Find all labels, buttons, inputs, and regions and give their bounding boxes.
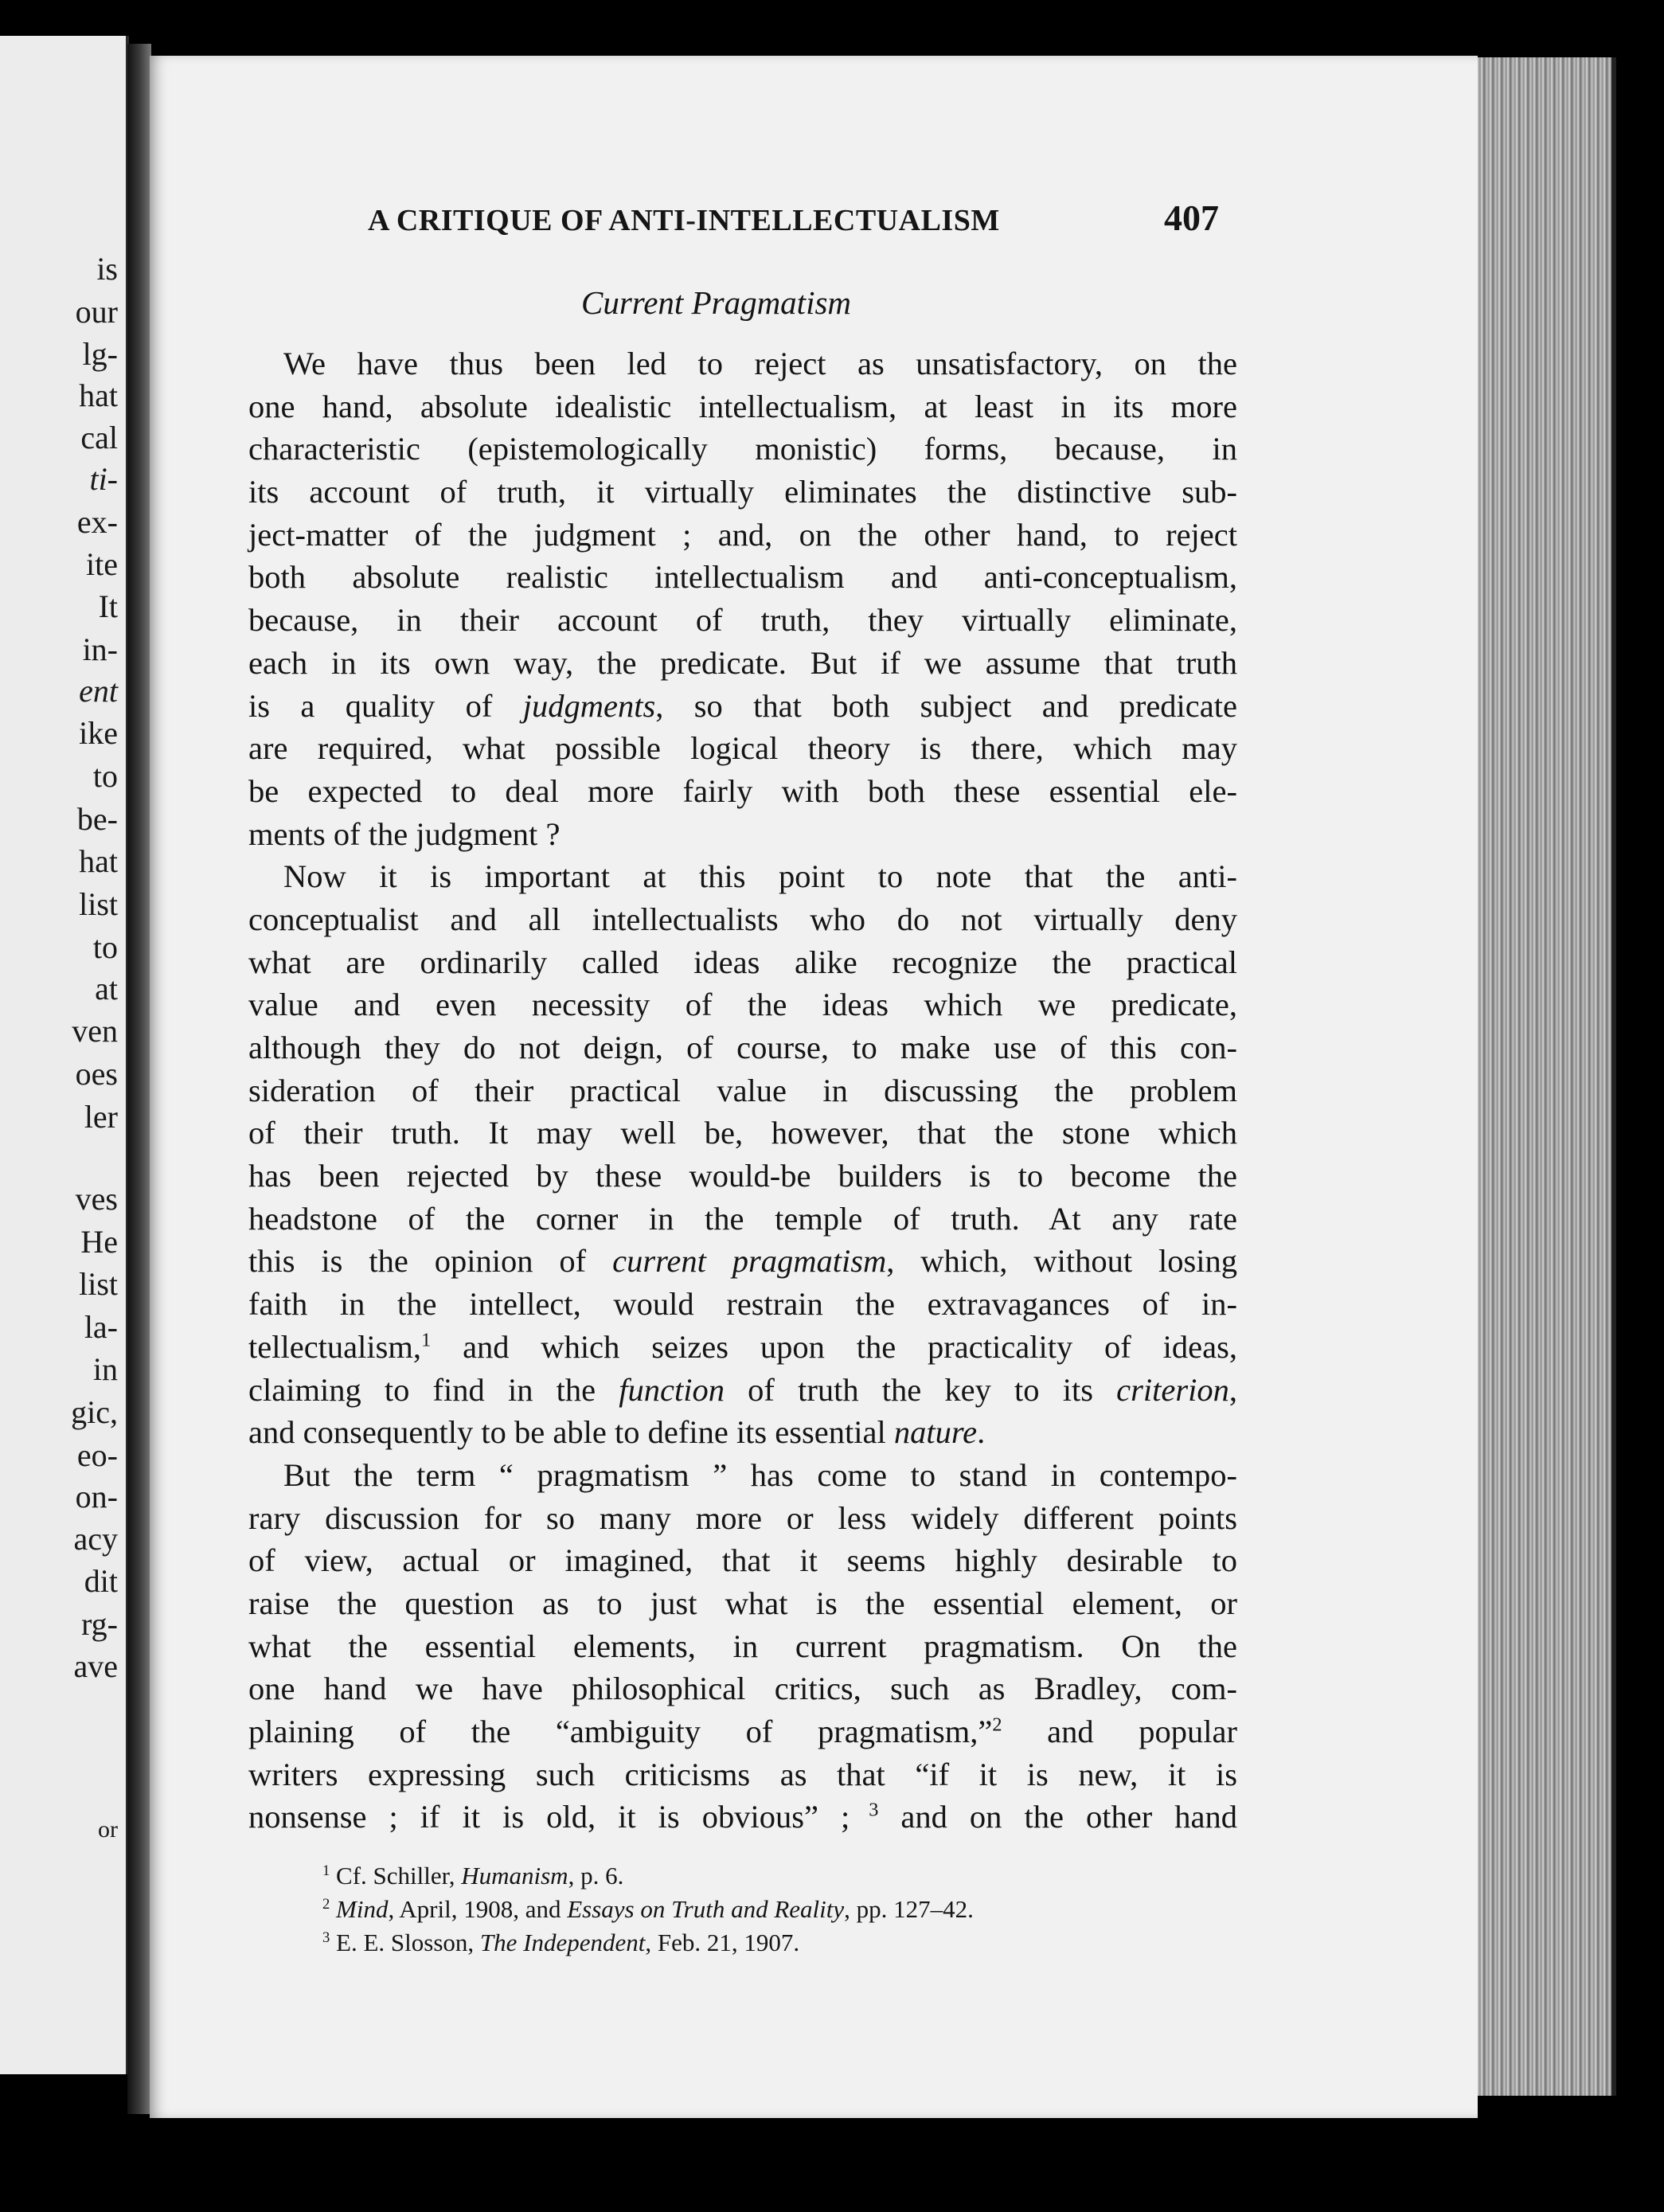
text-line: one hand we have philosophical critics, such as Bradley, com- bbox=[248, 1671, 1237, 1707]
paragraph-2 bbox=[248, 855, 1237, 1454]
footnote-1: $^1$ Cf. Schiller, Humanism, p. 6. bbox=[322, 1862, 624, 1890]
footnote-3: $^3$ E. E. Slosson, The Independent, Feb. 21, 1907. bbox=[322, 1929, 800, 1956]
text-line-with-footnote-ref: nonsense ; if it is old, it is obvious” ; $^3$ and on the other hand bbox=[248, 1799, 1237, 1835]
book-gutter bbox=[127, 44, 151, 2114]
left-page-text-fragment: to bbox=[92, 929, 118, 965]
left-facing-page bbox=[0, 36, 129, 2074]
text-line: conceptualist and all intellectualists who do not virtually deny bbox=[248, 901, 1237, 937]
text-line: writers expressing such criticisms as that “if it is new, it is bbox=[248, 1756, 1237, 1792]
left-page-text-fragment: ex- bbox=[76, 504, 118, 540]
text-line: characteristic (epistemologically monistic) forms, because, in bbox=[248, 431, 1237, 467]
text-line: rary discussion for so many more or less widely different points bbox=[248, 1499, 1237, 1536]
left-page-text-fragment: rg- bbox=[81, 1606, 118, 1642]
text-line: one hand, absolute idealistic intellectualism, at least in its more bbox=[248, 388, 1237, 424]
left-page-text-fragment: on- bbox=[75, 1479, 118, 1514]
paragraph-1 bbox=[248, 342, 1237, 855]
text-line-with-italic: this is the opinion of current pragmatism, which, without losing bbox=[248, 1243, 1238, 1280]
text-line: has been rejected by these would-be builders is to become the bbox=[248, 1158, 1237, 1194]
text-line-with-italic: is a quality of judgments, so that both subject and predicate bbox=[248, 687, 1237, 724]
left-page-text-fragment: lg- bbox=[82, 336, 118, 372]
paragraph-3 bbox=[248, 1454, 1237, 1839]
text-line: although they do not deign, of course, to make use of this con- bbox=[248, 1030, 1237, 1065]
left-page-text-fragment: acy bbox=[73, 1521, 118, 1557]
text-line: ject-matter of the judgment ; and, on the other hand, to reject bbox=[248, 516, 1237, 553]
left-page-text-fragment: It bbox=[98, 588, 118, 624]
text-line: of view, actual or imagined, that it seems highly desirable to bbox=[248, 1542, 1237, 1579]
text-line: because, in their account of truth, they virtually eliminate, bbox=[248, 602, 1237, 639]
left-page-text-fragment: hat bbox=[79, 843, 118, 879]
text-line: headstone of the corner in the temple of truth. At any rate bbox=[248, 1200, 1237, 1237]
left-page-text-fragment: ven bbox=[72, 1013, 118, 1049]
body-text bbox=[248, 342, 1237, 1839]
text-line-with-italic: claiming to find in the function of truth the key to its criterion, bbox=[248, 1371, 1238, 1408]
text-line: We have thus been led to reject as unsatisfactory, on the bbox=[283, 346, 1237, 381]
left-page-text-fragment: list bbox=[79, 886, 118, 922]
left-page-text-fragment: to bbox=[92, 758, 118, 794]
left-page-text-fragment: list bbox=[79, 1266, 118, 1302]
text-line: both absolute realistic intellectualism and anti-conceptualism, bbox=[248, 559, 1237, 596]
text-line: raise the question as to just what is the essential element, or bbox=[248, 1585, 1237, 1621]
left-page-text-fragment: our bbox=[75, 294, 118, 330]
text-line: But the term “ pragmatism ” has come to stand in contempo- bbox=[283, 1456, 1237, 1493]
footnote-2: $^2$ Mind, April, 1908, and Essays on Truth and Reality, pp. 127–42. bbox=[322, 1895, 974, 1923]
left-page-text-fragment: cal bbox=[80, 420, 118, 455]
left-page-text-fragment: be- bbox=[76, 801, 118, 837]
left-page-text-fragment: He bbox=[80, 1224, 118, 1260]
page-edge-stack bbox=[1478, 57, 1616, 2096]
left-page-text-fragment: ave bbox=[73, 1648, 118, 1684]
left-page-text-fragment: hat bbox=[79, 377, 118, 413]
text-line: what the essential elements, in current pragmatism. On the bbox=[248, 1628, 1237, 1664]
left-page-text-fragment: dit bbox=[84, 1563, 118, 1599]
text-line: value and even necessity of the ideas which we predicate, bbox=[248, 987, 1237, 1023]
left-page-text-fragment: ves bbox=[75, 1181, 118, 1217]
left-page-text-fragment: at bbox=[95, 971, 118, 1006]
left-page-text-fragment: ike bbox=[79, 715, 118, 751]
text-line-with-footnote-ref: plaining of the “ambiguity of pragmatism,”$^2$ and popular bbox=[248, 1714, 1237, 1749]
left-page-text-fragment: oes bbox=[75, 1056, 118, 1092]
text-line-with-italic: and consequently to be able to define its essential nature. bbox=[248, 1414, 986, 1451]
text-line: of their truth. It may well be, however, that the stone which bbox=[248, 1115, 1237, 1151]
left-page-text-fragment: is bbox=[96, 251, 118, 287]
text-line: faith in the intellect, would restrain the extravagances of in- bbox=[248, 1286, 1237, 1323]
left-page-text-fragment: or bbox=[98, 1816, 118, 1843]
running-head: A CRITIQUE OF ANTI-INTELLECTUALISM bbox=[368, 204, 1000, 237]
text-line: what are ordinarily called ideas alike recognize the practical bbox=[248, 944, 1237, 980]
left-page-text-fragment: ite bbox=[86, 546, 118, 582]
text-line: be expected to deal more fairly with both these essential ele- bbox=[248, 772, 1237, 809]
left-page-text-fragment: gic, bbox=[71, 1394, 118, 1430]
left-page-text-fragment: in bbox=[92, 1351, 118, 1387]
text-line: its account of truth, it virtually eliminates the distinctive sub- bbox=[248, 474, 1237, 510]
footnotes bbox=[322, 1859, 1238, 1960]
text-line: sideration of their practical value in discussing the problem bbox=[248, 1072, 1237, 1108]
left-page-text-fragment: ti- bbox=[89, 461, 118, 497]
text-line: each in its own way, the predicate. But if we assume that truth bbox=[248, 644, 1237, 681]
text-line: Now it is important at this point to note that the anti- bbox=[283, 858, 1237, 895]
page-number: 407 bbox=[1164, 197, 1219, 238]
left-page-text-fragment: eo- bbox=[76, 1437, 118, 1473]
left-page-text-fragment: ent bbox=[79, 673, 118, 709]
left-page-text-fragment: la- bbox=[84, 1309, 118, 1345]
text-line: are required, what possible logical theory is there, which may bbox=[248, 730, 1237, 767]
left-page-text-fragment: in- bbox=[82, 631, 118, 667]
section-title: Current Pragmatism bbox=[581, 284, 852, 321]
text-line: ments of the judgment ? bbox=[248, 815, 561, 852]
left-page-text-fragment: ler bbox=[84, 1099, 118, 1135]
text-line-with-footnote-ref: tellectualism,$^1$ and which seizes upon the practicality of ideas, bbox=[248, 1328, 1237, 1365]
